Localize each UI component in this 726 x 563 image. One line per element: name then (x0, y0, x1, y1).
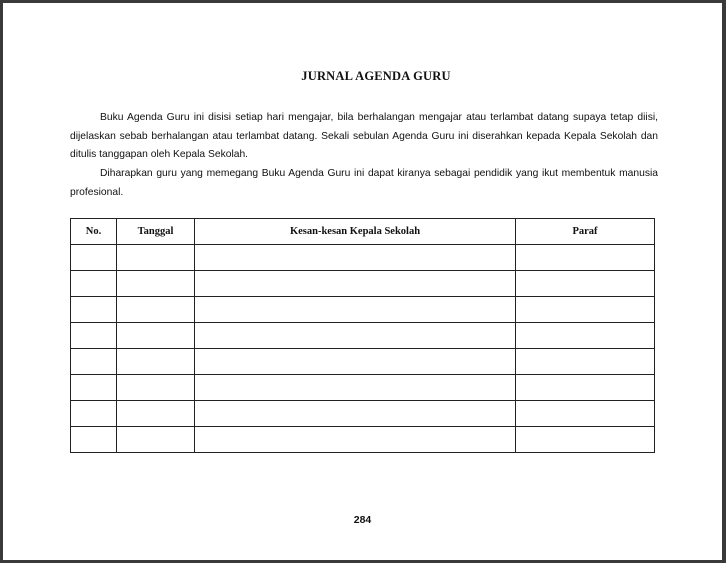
cell-tanggal (117, 349, 195, 375)
cell-tanggal (117, 375, 195, 401)
table-row (71, 297, 655, 323)
cell-kesan (195, 271, 516, 297)
header-paraf: Paraf (516, 219, 655, 245)
cell-kesan (195, 375, 516, 401)
cell-kesan (195, 401, 516, 427)
cell-paraf (516, 349, 655, 375)
agenda-table (70, 218, 655, 453)
header-no: No. (71, 219, 117, 245)
cell-paraf (516, 323, 655, 349)
cell-no (71, 245, 117, 271)
cell-kesan (195, 297, 516, 323)
cell-paraf (516, 427, 655, 453)
cell-tanggal (117, 297, 195, 323)
table-header-row (71, 219, 655, 245)
page-title: JURNAL AGENDA GURU (301, 69, 451, 83)
document-page (3, 3, 722, 560)
table-row (71, 271, 655, 297)
table-row (71, 375, 655, 401)
cell-paraf (516, 245, 655, 271)
cell-no (71, 271, 117, 297)
table-row (71, 323, 655, 349)
cell-no (71, 427, 117, 453)
cell-no (71, 349, 117, 375)
cell-paraf (516, 297, 655, 323)
cell-paraf (516, 271, 655, 297)
cell-kesan (195, 245, 516, 271)
cell-tanggal (117, 427, 195, 453)
cell-kesan (195, 427, 516, 453)
cell-no (71, 375, 117, 401)
cell-no (71, 323, 117, 349)
cell-no (71, 401, 117, 427)
cell-tanggal (117, 401, 195, 427)
cell-kesan (195, 349, 516, 375)
cell-kesan (195, 323, 516, 349)
table-row (71, 427, 655, 453)
table-row (71, 349, 655, 375)
cell-tanggal (117, 245, 195, 271)
cell-tanggal (117, 271, 195, 297)
paragraph-expectation: Diharapkan guru yang memegang Buku Agenda Guru ini dapat kiranya sebagai pendidik yang ikut membentuk manusia profesional. (70, 168, 658, 198)
header-tanggal: Tanggal (117, 219, 195, 245)
paragraph-instructions: Buku Agenda Guru ini disisi setiap hari mengajar, bila berhalangan mengajar atau terlambat datang supaya tetap diisi, dijelaskan sebab berhalangan atau terlambat datang. Sekali sebulan Agenda Guru ini diserahkan kepada Kepala Sekolah dan ditulis tanggapan oleh Kepala Sekolah. (70, 112, 658, 160)
cell-no (71, 297, 117, 323)
cell-tanggal (117, 323, 195, 349)
table-row (71, 401, 655, 427)
table-body (71, 245, 655, 453)
cell-paraf (516, 375, 655, 401)
page-number: 284 (353, 514, 372, 526)
cell-paraf (516, 401, 655, 427)
header-kesan: Kesan-kesan Kepala Sekolah (195, 219, 516, 245)
table-row (71, 245, 655, 271)
